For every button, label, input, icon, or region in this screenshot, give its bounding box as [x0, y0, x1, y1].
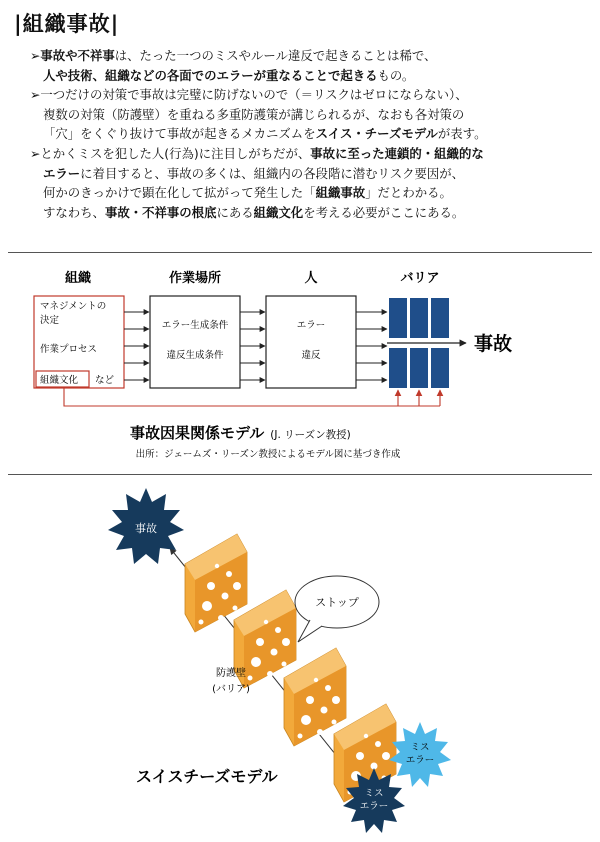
cheese-slice	[284, 648, 346, 746]
col-header-workplace: 作業場所	[168, 271, 222, 286]
person-item-error: エラー	[296, 320, 326, 331]
outcome-label: 事故	[474, 333, 513, 355]
bullet-line-7: エラーに着目すると、事故の多くは、組織内の各段階に潜むリスク要因が、	[43, 165, 465, 181]
swiss-cheese-diagram	[0, 478, 600, 840]
bullet-line-9: すなわち、事故・不祥事の根底にある組織文化を考える必要がここにある。	[43, 204, 465, 220]
miss-star-2-line1: ミス	[364, 788, 384, 799]
org-item-process: 作業プロセス	[40, 344, 98, 355]
bullet-line-2: 人や技術、組織などの各面でのエラーが重なることで起きるもの。	[43, 67, 415, 83]
work-item-violation: 違反生成条件	[166, 350, 224, 361]
org-item-etc: など	[95, 375, 115, 386]
miss-star-1-line2: エラー	[405, 755, 435, 766]
barrier-block	[389, 298, 407, 338]
divider-top	[8, 252, 592, 253]
barrier-block	[389, 348, 407, 388]
arrows-work-to-person	[240, 312, 265, 380]
swiss-caption: スイスチーズモデル	[136, 767, 278, 786]
bullet-line-4: 複数の対策（防護壁）を重ねる多重防護策が講じられるが、なおも各対策の	[43, 106, 465, 122]
miss-star-1-line1: ミス	[410, 742, 430, 753]
work-item-error: エラー生成条件	[161, 320, 229, 331]
cheese-slice	[185, 534, 247, 632]
feedback-lines	[64, 388, 440, 406]
model-source: 出所：ジェームズ・リーズン教授によるモデル図に基づき作成	[135, 449, 401, 460]
org-item-decision: 決定	[40, 315, 60, 326]
divider-middle	[8, 474, 592, 475]
person-box	[266, 296, 356, 388]
barrier-block	[431, 298, 449, 338]
col-header-barrier: バリア	[400, 271, 440, 286]
bullet-list	[30, 46, 590, 222]
barrier-block	[410, 298, 428, 338]
col-header-person: 人	[304, 271, 318, 286]
speech-bubble-text: ストップ	[315, 596, 359, 609]
barrier-block	[431, 348, 449, 388]
miss-star-2-line2: エラー	[359, 801, 389, 812]
accident-star-label: 事故	[135, 522, 157, 535]
wall-label-2: (バリア)	[212, 684, 250, 695]
org-item-mgmt: マネジメントの	[40, 301, 107, 312]
page-title: |組織事故|	[14, 12, 120, 36]
bullet-line-5: 「穴」をくぐり抜けて事故が起きるメカニズムをスイス・チーズモデルが表す。	[43, 126, 487, 142]
workplace-box	[150, 296, 240, 388]
bullet-line-6: ➢とかくミスを犯した人(行為)に注目しがちだが、事故に至った連鎖的・組織的な	[30, 145, 484, 161]
wall-label-1: 防護壁	[216, 668, 246, 679]
causal-model-diagram	[0, 256, 600, 466]
arrows-person-to-barrier	[356, 312, 387, 380]
bullet-line-1: ➢事故や不祥事は、たった一つのミスやルール違反で起きることは稀で、	[30, 48, 437, 63]
barrier-block	[410, 348, 428, 388]
bullet-line-8: 何かのきっかけで顕在化して拡がって発生した「組織事故」だとわかる。	[43, 185, 452, 201]
bullet-line-3: ➢一つだけの対策で事故は完璧に防げないので（＝リスクはゼロにならない）、	[30, 87, 468, 103]
person-item-violation: 違反	[301, 350, 321, 361]
arrows-org-to-work	[124, 312, 149, 380]
col-header-org: 組織	[64, 271, 92, 286]
model-caption: 事故因果関係モデル (J. リーズン教授)	[130, 424, 351, 442]
org-item-culture: 組織文化	[40, 375, 79, 386]
